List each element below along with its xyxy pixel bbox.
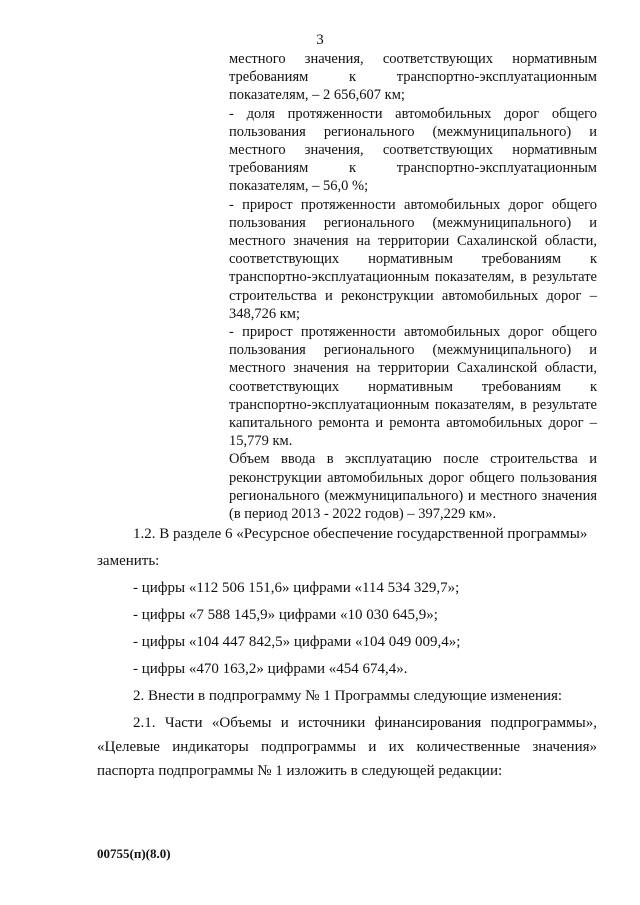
section-2-intro: 2. Внести в подпрограмму № 1 Программы следующие изменения: — [133, 688, 563, 704]
indicator-paragraph: местного значения, соответствующих нормативным требованиям к транспортно-эксплуатационным показателям, – 2 656,607 км; — [229, 51, 597, 104]
section-1-2-intro: 1.2. В разделе 6 «Ресурсное обеспечение государственной программы» — [133, 526, 588, 542]
replacement-item: - цифры «112 506 151,6» цифрами «114 534 329,7»; — [133, 580, 460, 596]
amendments-section — [97, 522, 597, 786]
replacement-item: - цифры «104 447 842,5» цифрами «104 049 009,4»; — [133, 634, 461, 650]
indicator-paragraph: Объем ввода в эксплуатацию после строительства и реконструкции автомобильных дорог общего пользования регионального (межмуниципального) и местного значения (в период 2013 - 2022 годов) – 397,229 км». — [229, 451, 597, 523]
replacement-item: - цифры «470 163,2» цифрами «454 674,4». — [133, 661, 408, 677]
replace-label: заменить: — [97, 553, 160, 569]
page-number: 3 — [316, 32, 324, 48]
footer-code: 00755(п)(8.0) — [97, 846, 171, 861]
indicators-column — [229, 50, 597, 523]
indicator-paragraph: - доля протяженности автомобильных дорог общего пользования регионального (межмуниципального) и местного значения, соответствующих нормативным требованиям к транспортно-эксплуатационным показателям, – 56,0 %; — [229, 105, 597, 195]
indicator-paragraph: - прирост протяженности автомобильных дорог общего пользования регионального (межмуниципального) и местного значения на территории Сахалинской области, соответствующих нормативным требованиям к транспортно-эксплуатационным показателям, в результате капитального ремонта и ремонта автомобильных дорог – 15,779 км. — [229, 324, 597, 450]
section-2-1-text: 2.1. Части «Объемы и источники финансирования подпрограммы», «Целевые индикаторы подпрограммы и их количественные значения» паспорта подпрограммы № 1 изложить в следующей редакции: — [97, 715, 597, 779]
replacement-item: - цифры «7 588 145,9» цифрами «10 030 645,9»; — [133, 607, 438, 623]
indicator-paragraph: - прирост протяженности автомобильных дорог общего пользования регионального (межмуниципального) и местного значения на территории Сахалинской области, соответствующих нормативным требованиям к транспортно-эксплуатационным показателям, в результате строительства и реконструкции автомобильных дорог – 348,726 км; — [229, 196, 597, 322]
